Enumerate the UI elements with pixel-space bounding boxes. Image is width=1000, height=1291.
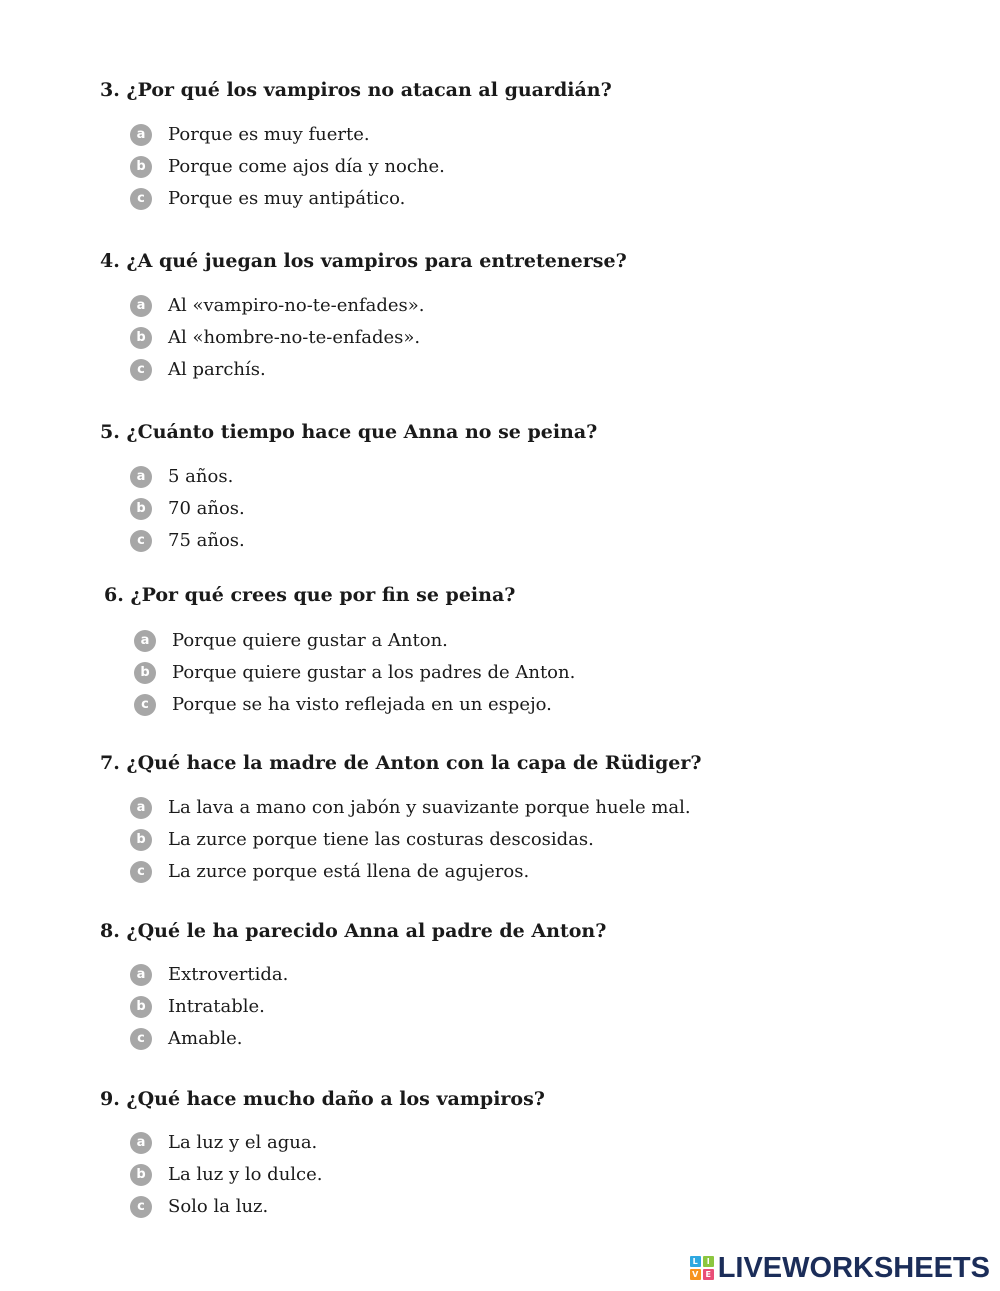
option-letter-badge: c — [134, 694, 156, 716]
option-text: La lava a mano con jabón y suavizante porque huele mal. — [168, 797, 691, 818]
option-letter-badge: b — [130, 327, 152, 349]
option-a[interactable] — [100, 1127, 960, 1159]
logo-square-l: L — [690, 1256, 701, 1267]
logo-square-e: E — [703, 1269, 714, 1280]
option-list — [104, 625, 964, 721]
option-b[interactable] — [100, 322, 960, 354]
option-text: Amable. — [168, 1028, 243, 1049]
option-text: Porque come ajos día y noche. — [168, 156, 445, 177]
question-title: 5. ¿Cuánto tiempo hace que Anna no se peina? — [100, 421, 598, 443]
option-list — [100, 792, 960, 888]
option-letter-badge: c — [130, 530, 152, 552]
option-c[interactable] — [100, 856, 960, 888]
option-c[interactable] — [100, 525, 960, 557]
option-b[interactable] — [100, 493, 960, 525]
option-b[interactable] — [100, 1159, 960, 1191]
option-c[interactable] — [100, 1023, 960, 1055]
question-6 — [104, 583, 964, 721]
option-text: 5 años. — [168, 466, 234, 487]
question-title: 6. ¿Por qué crees que por fin se peina? — [104, 584, 516, 606]
option-letter-badge: c — [130, 1196, 152, 1218]
option-text: La luz y lo dulce. — [168, 1164, 323, 1185]
question-7 — [100, 751, 960, 888]
option-text: 75 años. — [168, 530, 245, 551]
option-letter-badge: a — [130, 1132, 152, 1154]
option-text: Al «vampiro-no-te-enfades». — [168, 295, 425, 316]
option-letter-badge: a — [130, 124, 152, 146]
option-a[interactable] — [100, 792, 960, 824]
option-text: Porque es muy antipático. — [168, 188, 406, 209]
option-letter-badge: c — [130, 861, 152, 883]
option-c[interactable] — [104, 689, 964, 721]
question-title: 9. ¿Qué hace mucho daño a los vampiros? — [100, 1088, 545, 1110]
option-text: Al parchís. — [168, 359, 266, 380]
question-title: 8. ¿Qué le ha parecido Anna al padre de Anton? — [100, 920, 607, 942]
option-letter-badge: a — [130, 797, 152, 819]
option-text: Solo la luz. — [168, 1196, 269, 1217]
option-a[interactable] — [100, 119, 960, 151]
option-letter-badge: b — [130, 996, 152, 1018]
option-a[interactable] — [100, 959, 960, 991]
option-text: Porque es muy fuerte. — [168, 124, 370, 145]
option-text: Porque quiere gustar a Anton. — [172, 630, 448, 651]
logo-square-i: I — [703, 1256, 714, 1267]
option-text: La zurce porque está llena de agujeros. — [168, 861, 530, 882]
option-text: Porque quiere gustar a los padres de Anton. — [172, 662, 576, 683]
question-5 — [100, 420, 960, 557]
option-c[interactable] — [100, 183, 960, 215]
question-title: 4. ¿A qué juegan los vampiros para entretenerse? — [100, 250, 627, 272]
option-text: Al «hombre-no-te-enfades». — [168, 327, 421, 348]
option-letter-badge: c — [130, 359, 152, 381]
option-text: Extrovertida. — [168, 964, 289, 985]
option-letter-badge: a — [130, 964, 152, 986]
option-letter-badge: b — [130, 498, 152, 520]
logo-text: LIVEWORKSHEETS — [717, 1251, 990, 1284]
question-title: 3. ¿Por qué los vampiros no atacan al guardián? — [100, 79, 612, 101]
option-c[interactable] — [100, 1191, 960, 1223]
logo-square-v: V — [690, 1269, 701, 1280]
question-title: 7. ¿Qué hace la madre de Anton con la capa de Rüdiger? — [100, 752, 702, 774]
option-letter-badge: a — [130, 466, 152, 488]
option-b[interactable] — [100, 151, 960, 183]
option-text: Intratable. — [168, 996, 265, 1017]
option-list — [100, 290, 960, 386]
option-letter-badge: a — [130, 295, 152, 317]
option-letter-badge: c — [130, 1028, 152, 1050]
liveworksheets-logo — [690, 1251, 990, 1285]
option-c[interactable] — [100, 354, 960, 386]
option-a[interactable] — [100, 290, 960, 322]
option-text: La zurce porque tiene las costuras descosidas. — [168, 829, 594, 850]
option-letter-badge: b — [130, 156, 152, 178]
option-a[interactable] — [104, 625, 964, 657]
option-b[interactable] — [104, 657, 964, 689]
option-list — [100, 1127, 960, 1223]
option-text: La luz y el agua. — [168, 1132, 318, 1153]
option-list — [100, 461, 960, 557]
option-list — [100, 119, 960, 215]
option-letter-badge: b — [130, 1164, 152, 1186]
option-letter-badge: b — [130, 829, 152, 851]
option-b[interactable] — [100, 991, 960, 1023]
option-text: 70 años. — [168, 498, 245, 519]
question-9 — [100, 1087, 960, 1223]
option-a[interactable] — [100, 461, 960, 493]
option-b[interactable] — [100, 824, 960, 856]
option-letter-badge: a — [134, 630, 156, 652]
option-text: Porque se ha visto reflejada en un espejo. — [172, 694, 552, 715]
option-letter-badge: c — [130, 188, 152, 210]
question-3 — [100, 78, 960, 215]
question-4 — [100, 249, 960, 386]
logo-mark-icon — [690, 1256, 714, 1280]
option-letter-badge: b — [134, 662, 156, 684]
question-8 — [100, 919, 960, 1055]
option-list — [100, 959, 960, 1055]
